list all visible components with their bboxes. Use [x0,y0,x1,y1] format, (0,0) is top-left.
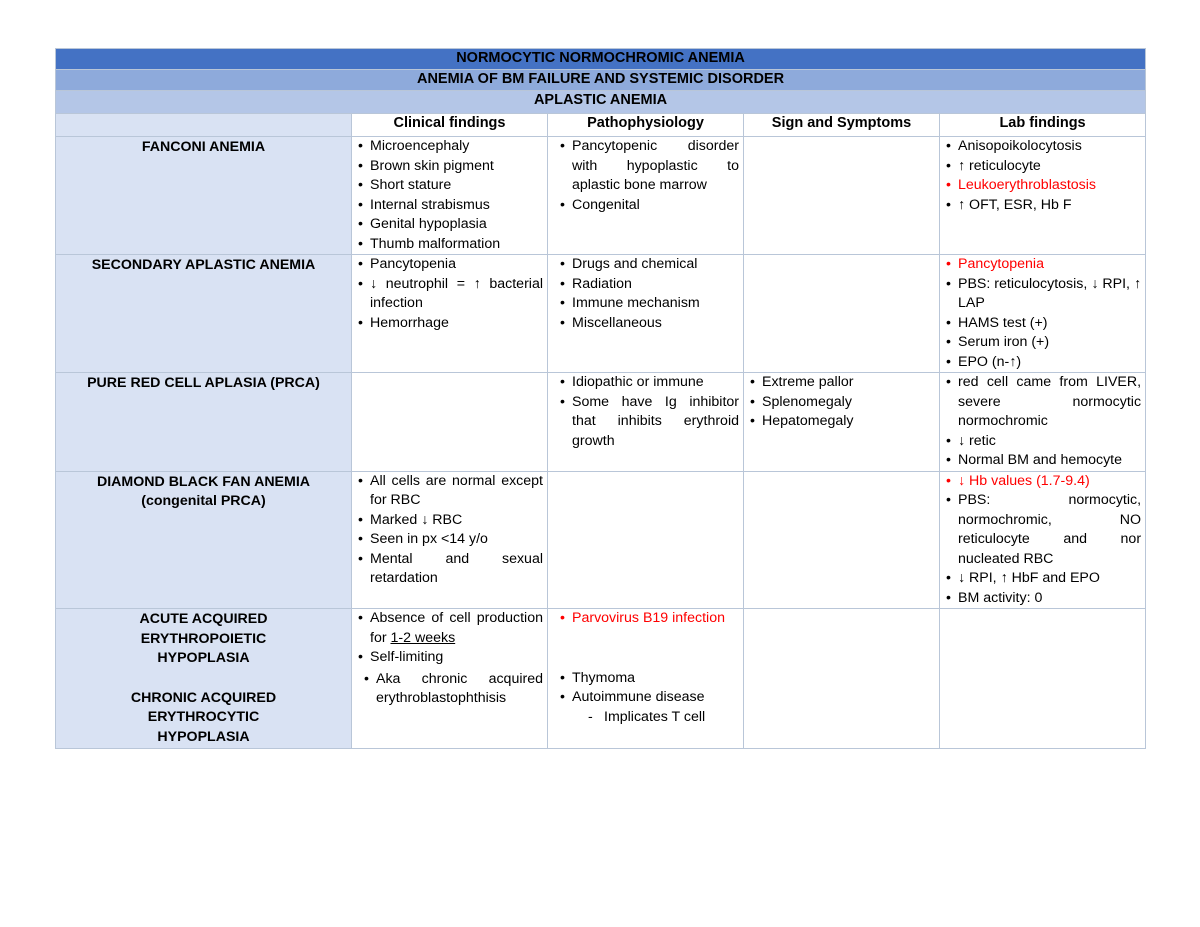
list-item: • PBS: normocytic, normochromic, NO reticulocyte and nor nucleated RBC [944,491,1141,569]
cell-patho [548,471,744,609]
col-header-patho: Pathophysiology [548,114,744,137]
list-item [356,609,543,648]
list-item: • Some have Ig inhibitor that inhibits erythroid growth [558,393,739,452]
table-row [56,471,1146,609]
list-item: • Seen in px <14 y/o [356,530,543,550]
cell-lab [940,255,1146,373]
list-item: • Microencephaly [356,137,543,157]
list-item: • Thymoma [558,669,739,689]
list-item: • Leukoerythroblastosis [944,176,1141,196]
list-item: • Short stature [356,176,543,196]
list-item: • Miscellaneous [558,314,739,334]
table-subtitle: ANEMIA OF BM FAILURE AND SYSTEMIC DISORDER [56,70,1146,91]
row-name-secondary: SECONDARY APLASTIC ANEMIA [56,255,352,373]
cell-clinical [352,137,548,255]
row-name-diamond-line1: DIAMOND BLACK FAN ANEMIA [96,473,311,490]
list-item: • Splenomegaly [748,393,935,413]
cell-clinical [352,609,548,749]
row-name-acute-chronic [56,609,352,749]
list-item: • Pancytopenic disorder with hypoplastic to aplastic bone marrow [558,137,739,196]
section-title: APLASTIC ANEMIA [56,91,1146,114]
list-item: • Genital hypoplasia [356,215,543,235]
cell-patho [548,373,744,472]
list-item: • Normal BM and hemocyte [944,451,1141,471]
cell-signs [744,137,940,255]
list-item: • Aka chronic acquired erythroblastophthisis [362,670,543,709]
cell-clinical [352,373,548,472]
column-header-row [56,114,1146,137]
list-item: • Immune mechanism [558,294,739,314]
list-item: • Idiopathic or immune [558,373,739,393]
list-item: • Thumb malformation [356,235,543,255]
list-item: • EPO (n-↑) [944,353,1141,373]
row-name-chronic: CHRONIC ACQUIRED ERYTHROCYTIC HYPOPLASIA [130,689,277,745]
col-header-lab: Lab findings [940,114,1146,137]
list-item: • Mental and sexual retardation [356,550,543,589]
cell-signs [744,471,940,609]
cell-lab [940,373,1146,472]
anemia-table [55,48,1146,749]
table-row [56,373,1146,472]
cell-patho [548,255,744,373]
list-item: • Marked ↓ RBC [356,511,543,531]
list-item: • Hepatomegaly [748,412,935,432]
list-item: • Congenital [558,196,739,216]
row-name-fanconi: FANCONI ANEMIA [56,137,352,255]
table-row [56,609,1146,749]
list-item: • Self-limiting [356,648,543,668]
list-item: • Radiation [558,275,739,295]
cell-clinical [352,255,548,373]
row-name-diamond-line2: (congenital PRCA) [141,493,266,509]
list-item: • ↓ RPI, ↑ HbF and EPO [944,569,1141,589]
list-item: • Anisopoikolocytosis [944,137,1141,157]
col-header-blank [56,114,352,137]
list-item: • Extreme pallor [748,373,935,393]
acute-clinical-text: Absence of cell production for [370,610,543,646]
cell-clinical [352,471,548,609]
cell-lab [940,137,1146,255]
list-item: • BM activity: 0 [944,589,1141,609]
list-item: • Pancytopenia [356,255,543,275]
list-item: • PBS: reticulocytosis, ↓ RPI, ↑ LAP [944,275,1141,314]
list-item: • red cell came from LIVER, severe normocytic normochromic [944,373,1141,432]
table-row [56,137,1146,255]
cell-signs [744,609,940,749]
table-title: NORMOCYTIC NORMOCHROMIC ANEMIA [56,49,1146,70]
table-row [56,255,1146,373]
col-header-signs: Sign and Symptoms [744,114,940,137]
list-item: • All cells are normal except for RBC [356,472,543,511]
list-item: • Serum iron (+) [944,333,1141,353]
list-item: - Implicates T cell [558,708,739,728]
list-item: • Autoimmune disease [558,688,739,708]
list-item: • ↓ neutrophil = ↑ bacterial infection [356,275,543,314]
list-item: • ↑ reticulocyte [944,157,1141,177]
list-item: • Hemorrhage [356,314,543,334]
list-item: • Parvovirus B19 infection [558,609,739,629]
list-item: • ↓ retic [944,432,1141,452]
cell-signs [744,373,940,472]
cell-patho [548,609,744,749]
cell-lab [940,609,1146,749]
cell-signs [744,255,940,373]
list-item: • ↑ OFT, ESR, Hb F [944,196,1141,216]
list-item: • HAMS test (+) [944,314,1141,334]
list-item: • Pancytopenia [944,255,1141,275]
list-item: • Brown skin pigment [356,157,543,177]
list-item: • Drugs and chemical [558,255,739,275]
row-name-prca: PURE RED CELL APLASIA (PRCA) [56,373,352,472]
list-item: • ↓ Hb values (1.7-9.4) [944,472,1141,492]
acute-clinical-duration: 1-2 weeks [390,629,456,646]
row-name-acute: ACUTE ACQUIRED ERYTHROPOIETIC HYPOPLASIA [139,611,268,666]
cell-patho [548,137,744,255]
row-name-diamond [56,471,352,609]
col-header-clinical: Clinical findings [352,114,548,137]
list-item: • Internal strabismus [356,196,543,216]
cell-lab [940,471,1146,609]
